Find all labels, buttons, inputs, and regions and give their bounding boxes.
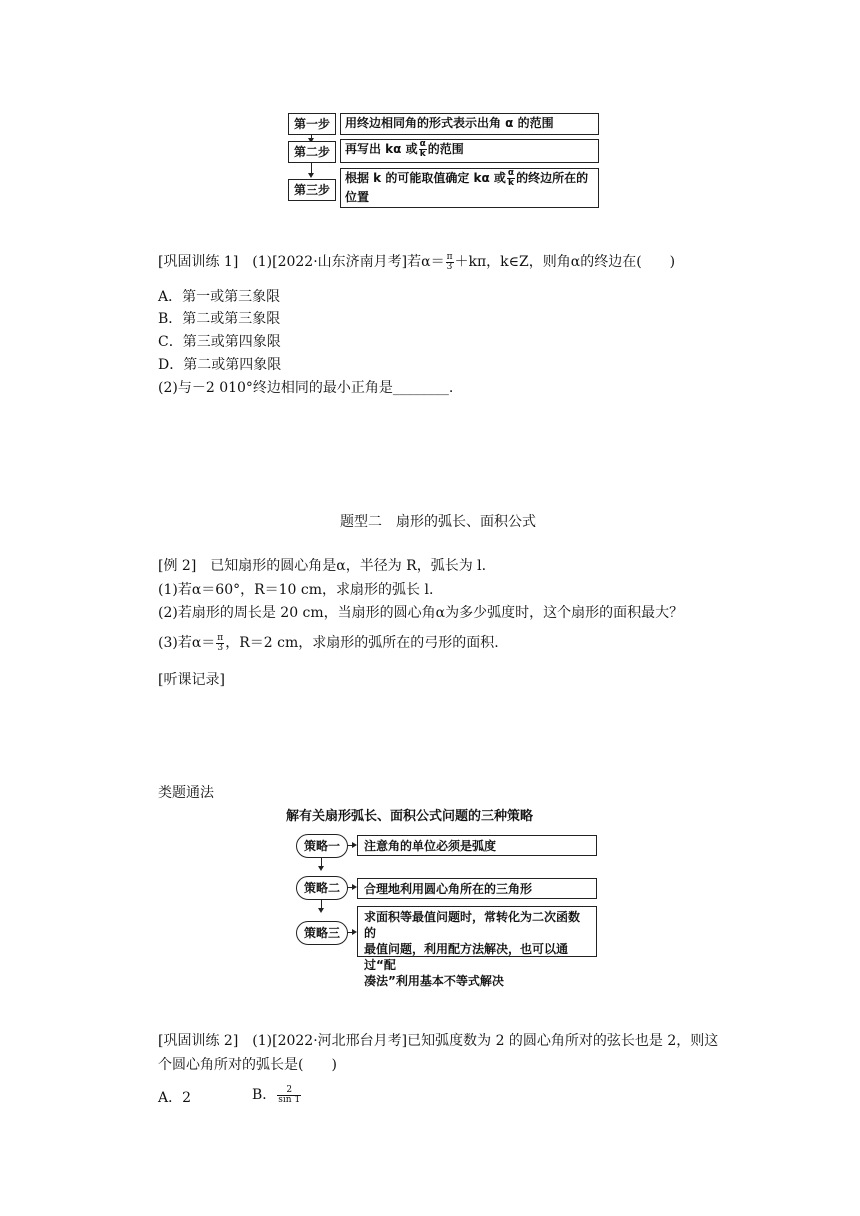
training-2-line-1: [巩固训练 2] (1)[2022·河北邢台月考]已知弧度数为 2 的圆心角所对的弦长也是 2，则这 <box>158 1033 719 1049</box>
training-1-q2: (2)与－2 010°终边相同的最小正角是________. <box>158 380 454 396</box>
method-label: 类题通法 <box>158 785 214 801</box>
step-2-label: 第二步 <box>288 141 336 163</box>
step-3-label: 第三步 <box>288 179 336 201</box>
fraction <box>277 1086 301 1105</box>
training-1-head: [巩固训练 1] (1)[2022·山东济南月考]若α＝ <box>158 254 445 270</box>
fraction <box>419 140 427 159</box>
part-3-tail: ，R＝2 cm，求扇形的弧所在的弓形的面积. <box>225 635 499 651</box>
example-2-part-1: (1)若α＝60°，R＝10 cm，求扇形的弧长 l. <box>158 582 434 598</box>
step-3-box <box>340 168 599 208</box>
frac-den: 3 <box>446 261 453 272</box>
example-2-part-2: (2)若扇形的周长是 20 cm，当扇形的圆心角α为多少弧度时，这个扇形的面积最大？ <box>158 605 684 621</box>
step-3-text-tail: 的终边所在的 <box>516 171 589 185</box>
fraction <box>446 253 454 272</box>
option-b: B．第二或第三象限 <box>158 311 281 327</box>
frac-num: α <box>419 139 426 149</box>
step-2-box <box>340 139 599 163</box>
example-2-part-3 <box>158 633 499 653</box>
strategy-title: 解有关扇形弧长、面积公式问题的三种策略 <box>286 809 534 824</box>
fraction <box>216 634 224 653</box>
strategy-3-box <box>357 906 597 988</box>
frac-den: k <box>419 149 426 159</box>
strategy-2-label: 策略二 <box>296 876 348 900</box>
fraction <box>507 169 515 188</box>
strategy-3-label: 策略三 <box>296 921 348 945</box>
frac-num: π <box>217 632 224 643</box>
step-2-text-tail: 的范围 <box>427 142 464 156</box>
strategy-1-box: 注意角的单位必须是弧度 <box>357 835 597 856</box>
notes-label: [听课记录] <box>158 672 225 688</box>
step-3-text: 根据 k 的可能取值确定 kα 或 <box>345 171 506 185</box>
frac-num: α <box>507 168 515 178</box>
training-1-tail: ＋kπ，k∈Z，则角α的终边在( ) <box>454 254 676 270</box>
strategy-2-box: 合理地利用圆心角所在的三角形 <box>357 878 597 899</box>
arrow-head-icon <box>318 908 324 913</box>
step-3-text-line2: 位置 <box>345 190 370 204</box>
option-d: D．第二或第四象限 <box>158 357 282 373</box>
step-1-label: 第一步 <box>288 113 336 135</box>
training-2-line-2: 个圆心角所对的弧长是( ) <box>158 1057 337 1073</box>
option-c: C．第三或第四象限 <box>158 334 281 350</box>
strategy-3-line: 最值问题，利用配方法解决，也可以通过“配 <box>364 942 569 972</box>
step-1-box: 用终边相同角的形式表示出角 α 的范围 <box>340 113 599 135</box>
frac-den: sin 1 <box>278 1094 301 1105</box>
training-1-question <box>158 252 675 272</box>
strategy-1-label: 策略一 <box>296 834 348 858</box>
arrow-head-icon <box>318 866 324 871</box>
option-a: A．第一或第三象限 <box>158 289 281 305</box>
arrow-head-icon <box>308 173 314 178</box>
step-2-text: 再写出 kα 或 <box>345 142 418 156</box>
frac-num: 2 <box>277 1086 301 1096</box>
frac-den: 3 <box>217 642 224 653</box>
part-3-head: (3)若α＝ <box>158 635 216 651</box>
option-b-prefix: B． <box>252 1087 277 1103</box>
strategy-3-line: 凑法”利用基本不等式解决 <box>364 974 504 988</box>
training-2-option-b <box>252 1085 302 1105</box>
example-2-stem: [例 2] 已知扇形的圆心角是α，半径为 R，弧长为 l. <box>158 558 487 574</box>
strategy-3-line: 求面积等最值问题时，常转化为二次函数的 <box>364 910 581 940</box>
frac-num: π <box>446 251 453 262</box>
frac-den: k <box>508 178 515 188</box>
section-title: 题型二 扇形的弧长、面积公式 <box>340 514 536 530</box>
training-2-option-a: A．2 <box>158 1090 192 1106</box>
